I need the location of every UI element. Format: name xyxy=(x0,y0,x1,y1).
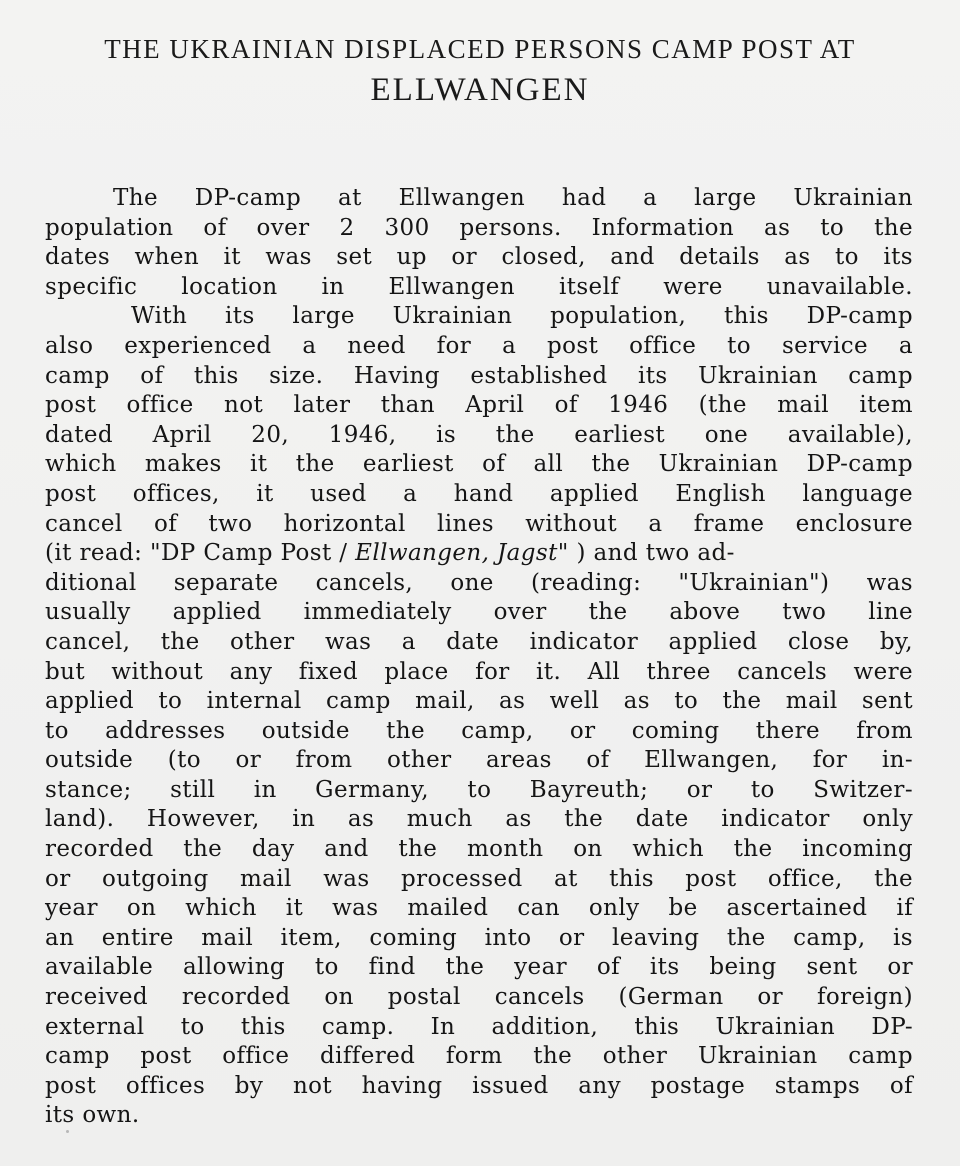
body-line-segment: ) and two ad- xyxy=(568,540,735,567)
body-line: year on which it was mailed can only be ascertained if xyxy=(45,895,913,922)
body-line: dated April 20, 1946, is the earliest one available), xyxy=(45,421,913,448)
body-line: its own. xyxy=(45,1102,140,1129)
body-line: to addresses outside the camp, or coming there from xyxy=(45,717,913,744)
body-line xyxy=(45,539,913,569)
body-line: post office not later than April of 1946 (the mail item xyxy=(45,392,913,419)
body-line: population of over 2 300 persons. Information as to the xyxy=(45,214,913,241)
body-line: which makes it the earliest of all the Ukrainian DP-camp xyxy=(45,451,913,478)
body-line: With its large Ukrainian population, this DP-camp xyxy=(131,303,913,330)
body-line: cancel, the other was a date indicator applied close by, xyxy=(45,628,913,655)
body-line: dates when it was set up or closed, and details as to its xyxy=(45,244,913,271)
body-line: recorded the day and the month on which the incoming xyxy=(45,836,913,863)
body-line: applied to internal camp mail, as well as to the mail sent xyxy=(45,688,913,715)
body-line: post offices, it used a hand applied English language xyxy=(45,480,913,507)
body-line: also experienced a need for a post office to service a xyxy=(45,332,913,359)
body-line: an entire mail item, coming into or leaving the camp, is xyxy=(45,924,913,951)
body-line: camp post office differed form the other Ukrainian camp xyxy=(45,1043,913,1070)
body-line: ditional separate cancels, one (reading: "Ukrainian") was xyxy=(45,569,913,596)
paper-speck xyxy=(66,1130,69,1133)
body-line: cancel of two horizontal lines without a frame enclosure xyxy=(45,510,913,537)
body-line: external to this camp. In addition, this Ukrainian DP- xyxy=(45,1013,913,1040)
body-text xyxy=(45,184,913,1131)
body-line: or outgoing mail was processed at this post office, the xyxy=(45,865,913,892)
body-line: The DP-camp at Ellwangen had a large Ukrainian xyxy=(113,185,913,211)
body-line: camp of this size. Having established its Ukrainian camp xyxy=(45,362,913,389)
body-line: post offices by not having issued any postage stamps of xyxy=(45,1072,913,1099)
body-line: received recorded on postal cancels (German or foreign) xyxy=(45,984,913,1011)
body-line: usually applied immediately over the above two line xyxy=(45,599,913,626)
body-line: available allowing to find the year of its being sent or xyxy=(45,954,913,981)
body-line: but without any fixed place for it. All three cancels were xyxy=(45,658,913,685)
body-line: outside (to or from other areas of Ellwangen, for in- xyxy=(45,747,913,774)
body-line: stance; still in Germany, to Bayreuth; or to Switzer- xyxy=(45,776,913,803)
body-line: specific location in Ellwangen itself were unavailable. xyxy=(45,273,913,300)
body-line-segment: (it read: "DP Camp Post / xyxy=(45,540,356,567)
document-title-place: ELLWANGEN xyxy=(370,72,590,108)
document-title: THE UKRAINIAN DISPLACED PERSONS CAMP POST AT xyxy=(104,34,856,64)
cancel-text-italic: Ellwangen, Jagst" xyxy=(355,540,569,567)
body-line: land). However, in as much as the date indicator only xyxy=(45,806,913,833)
